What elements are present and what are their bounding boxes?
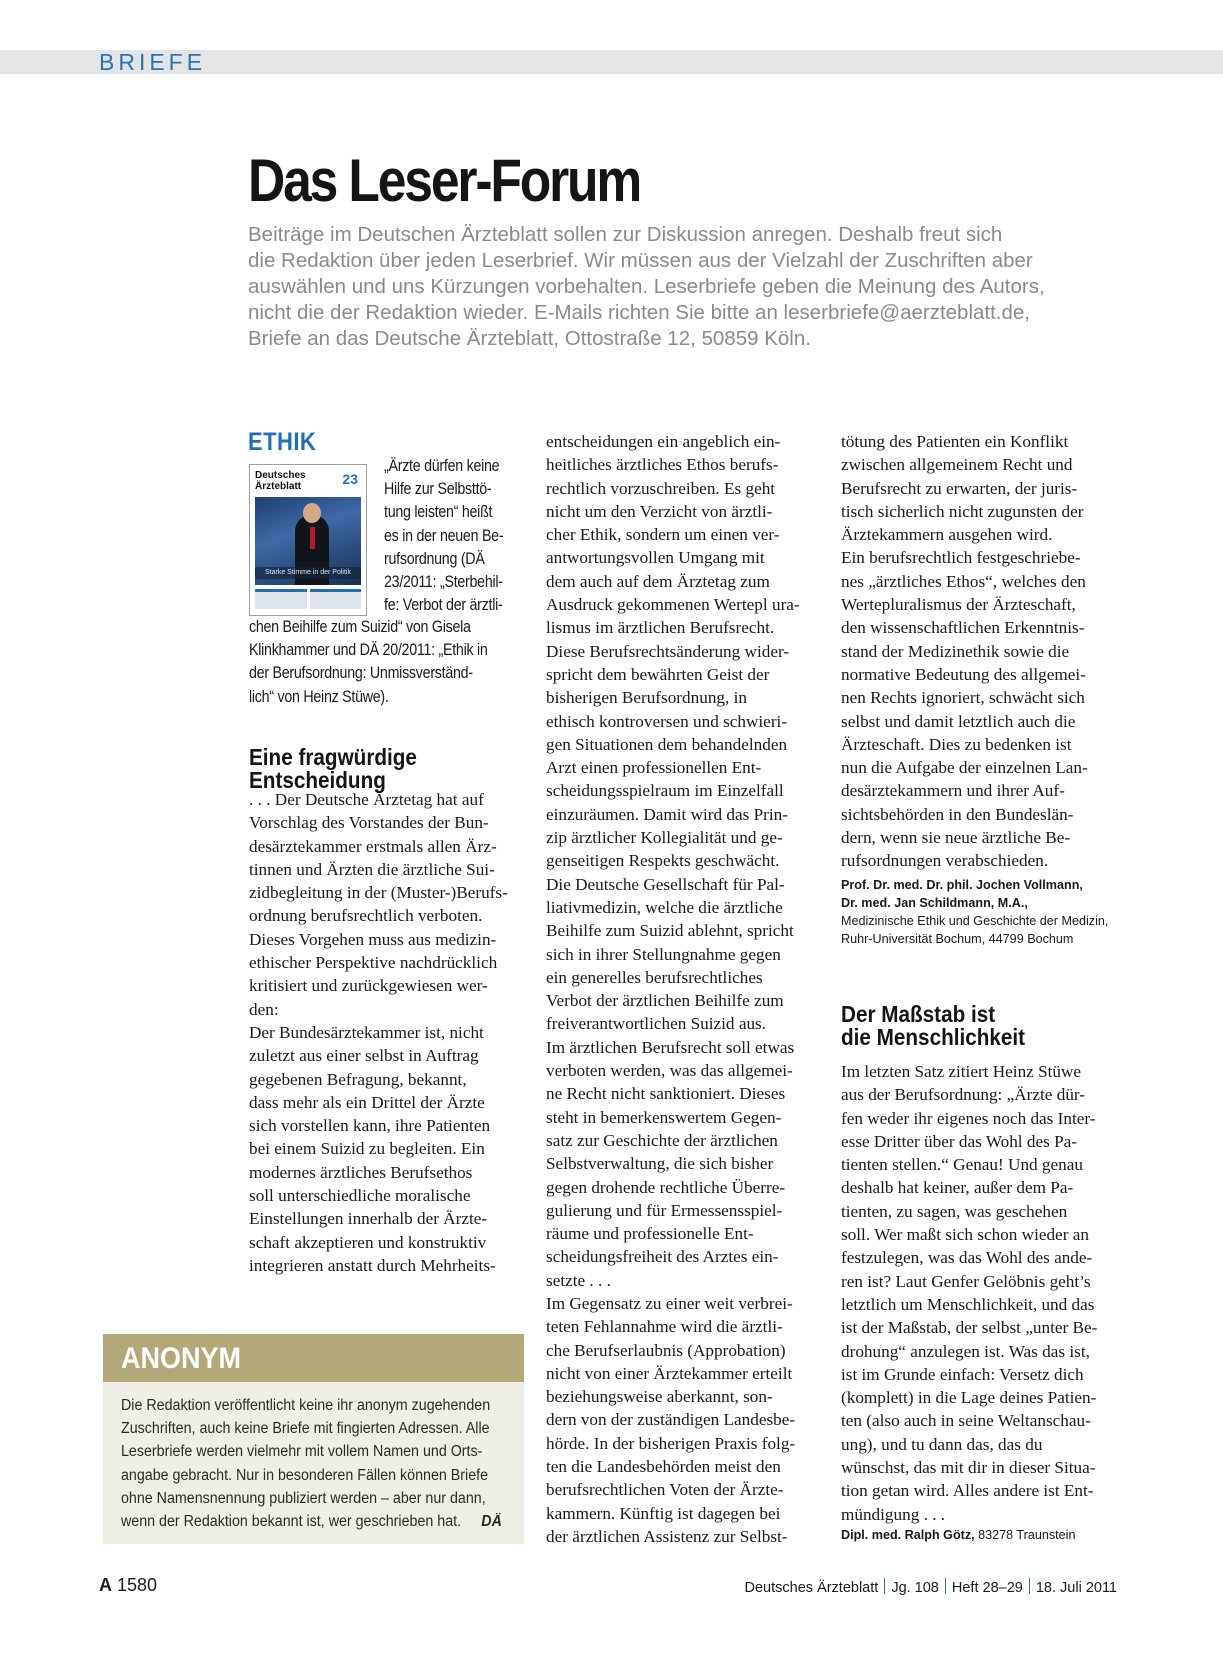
lead-line: fe: Verbot der ärztli- [384, 596, 503, 615]
text-line: ist im Grunde einfach: Versetz dich [841, 1364, 1084, 1384]
footer-issue: Heft 28–29 [951, 1580, 1023, 1596]
intro-line: nicht die der Redaktion wieder. E-Mails richten Sie bitte an leserbriefe@aerzteblatt.de, [248, 301, 1030, 324]
text-line: satz zur Geschichte der ärztlichen [546, 1130, 778, 1150]
text-line: den wissenschaftlichen Erkenntnis- [841, 618, 1085, 638]
intro-text [248, 222, 1148, 352]
page-number [99, 1575, 157, 1596]
letter2-signature [841, 1526, 1075, 1544]
text-line: Selbstverwaltung, die sich bisher [546, 1154, 774, 1174]
text-line: ein generelles berufsrechtliches [546, 967, 763, 987]
anonym-line: Die Redaktion veröffentlicht keine ihr anonym zugehenden [121, 1397, 491, 1414]
text-line: schaft akzeptieren und konstruktiv [249, 1232, 487, 1252]
text-line: ordnung berufsrechtlich verboten. [249, 906, 483, 926]
text-line: aus der Berufsordnung: „Ärzte dür- [841, 1085, 1086, 1105]
lead-text-wrapped [384, 455, 520, 617]
anonym-header [103, 1334, 524, 1382]
text-line: liativmedizin, welche die ärztliche [546, 897, 783, 917]
text-line: gegebenen Befragung, bekannt, [249, 1069, 467, 1089]
lead-line: der Berufsordnung: Unmissverständ- [249, 664, 473, 683]
text-line: einzuräumen. Damit wird das Prin- [546, 804, 788, 824]
anonym-line: ohne Namensnennung publiziert werden – aber nur dann, [121, 1489, 486, 1507]
text-line: Ein berufsrechtlich festgeschriebe- [841, 548, 1081, 568]
intro-line: die Redaktion über jeden Leserbrief. Wir müssen aus der Vielzahl der Zuschriften aber [248, 249, 1033, 272]
intro-line: Beiträge im Deutschen Ärzteblatt sollen zur Diskussion anregen. Deshalb freut sich [248, 223, 1003, 246]
text-line: zuletzt aus einer selbst in Auftrag [249, 1046, 479, 1066]
text-line: nicht von einer Ärztekammer erteilt [546, 1363, 793, 1383]
text-line: esse Dritter über das Wohl des Pa- [841, 1131, 1077, 1151]
cover-masthead-line: Deutsches [255, 470, 306, 481]
signature-affiliation: Medizinische Ethik und Geschichte der Medizin, [841, 914, 1109, 928]
text-line: Diese Berufsrechtsänderung wider- [546, 641, 790, 661]
lead-line: es in der neuen Be- [384, 526, 504, 545]
text-line: (komplett) in die Lage deines Patien- [841, 1388, 1097, 1408]
lead-line: Klinkhammer und DÄ 20/2011: „Ethik in [249, 641, 488, 660]
text-line: ren ist? Laut Genfer Gelöbnis geht’s [841, 1271, 1091, 1291]
text-line: entscheidungen ein angeblich ein- [546, 432, 781, 451]
text-line: Ärztekammern ausgehen wird. [841, 525, 1053, 545]
text-line: scheidungsspielraum im Einzelfall [546, 781, 784, 801]
text-line: dass mehr als ein Drittel der Ärzte [249, 1092, 485, 1112]
text-line: zip ärztlicher Kollegialität und ge- [546, 828, 783, 848]
text-line: lismus im ärztlichen Berufsrecht. [546, 618, 775, 638]
text-line: modernes ärztliches Berufsethos [249, 1162, 473, 1182]
cover-masthead [255, 470, 306, 492]
text-line: ten die Landesbehörden meist den [546, 1457, 781, 1477]
section-label: BRIEFE [99, 49, 207, 75]
text-line: Wertepluralismus der Ärzteschaft, [841, 595, 1076, 615]
anonym-infobox [103, 1334, 524, 1544]
text-line: gegen drohende rechtliche Überre- [546, 1177, 786, 1197]
text-line: heitliches ärztliches Ethos berufs- [546, 455, 779, 475]
text-line: Im ärztlichen Berufsrecht soll etwas [546, 1037, 795, 1057]
signature-author: Dipl. med. Ralph Götz, [841, 1528, 975, 1542]
lead-line: chen Beihilfe zum Suizid“ von Gisela [249, 618, 471, 636]
cover-speaker-tie [310, 527, 315, 549]
text-line: tinnen und Ärzten die ärztliche Sui- [249, 859, 495, 879]
text-line: nen Rechts ignoriert, schwächt sich [841, 688, 1085, 708]
text-line: mündigung . . . [841, 1504, 946, 1524]
text-line: ethisch kontroversen und schwieri- [546, 711, 788, 731]
cover-masthead-line: Ärzteblatt [255, 481, 302, 492]
cover-issue-number: 23 [342, 471, 358, 487]
lead-line: 23/2011: „Sterbehil- [384, 573, 503, 592]
text-line: deshalb hat keiner, außer dem Pa- [841, 1178, 1074, 1198]
footer-date: 18. Juli 2011 [1035, 1580, 1117, 1596]
headline-line: Eine fragwürdige [249, 744, 417, 770]
text-line: Ausdruck gekommenen Wertepl ura- [546, 595, 800, 615]
text-line: ethischer Perspektive nachdrücklich [249, 953, 498, 973]
text-line: steht in bemerkenswertem Gegen- [546, 1107, 782, 1127]
text-line: rechtlich vorzuschreiben. Es geht [546, 478, 776, 498]
page-title: Das Leser-Forum [248, 147, 641, 214]
text-line: dern von der zuständigen Landesbe- [546, 1410, 796, 1430]
text-line: integrieren anstatt durch Mehrheits- [249, 1255, 496, 1275]
text-line: . . . Der Deutsche Ärztetag hat auf [249, 790, 484, 809]
rubric-ethik: ETHIK [248, 428, 317, 456]
text-line: verboten werden, was das allgemei- [546, 1061, 793, 1081]
page-number-value: 1580 [117, 1575, 158, 1595]
text-line: gen Situationen dem behandelnden [546, 734, 788, 754]
signature-address: Ruhr-Universität Bochum, 44799 Bochum [841, 932, 1074, 946]
text-line: desärztekammern und ihrer Auf- [841, 781, 1065, 801]
text-line: dern, wenn sie neue ärztliche Be- [841, 828, 1071, 848]
text-line: wünschst, das mit dir in dieser Situa- [841, 1458, 1096, 1478]
text-line: ten (also auch in seine Weltanschau- [841, 1411, 1091, 1431]
anonym-text [121, 1394, 535, 1533]
text-line: gulierung und für Ermessensspiel- [546, 1200, 783, 1220]
text-line: bisherigen Berufsordnung, in [546, 688, 747, 708]
text-line: cher Ethik, sondern um einen ver- [546, 525, 780, 545]
journal-footer [745, 1578, 1117, 1596]
text-line: genseitigen Respekts geschwächt. [546, 851, 780, 871]
magazine-cover-thumbnail [249, 464, 367, 616]
text-line: scheidungsfreiheit des Arztes ein- [546, 1247, 779, 1267]
text-line: tisch sicherlich nicht zugunsten der [841, 501, 1084, 521]
text-line: normative Bedeutung des allgemei- [841, 664, 1086, 684]
signature-place: 83278 Traunstein [978, 1528, 1076, 1542]
text-line: spricht dem bewährten Geist der [546, 664, 770, 684]
text-line: Dieses Vorgehen muss aus medizin- [249, 929, 497, 949]
text-line: Arzt einen professionellen Ent- [546, 758, 762, 778]
page-prefix: A [99, 1575, 112, 1595]
letter1-signature [841, 876, 1108, 948]
text-line: Ärzteschaft. Dies zu bedenken ist [841, 734, 1072, 754]
text-line: selbst und damit letztlich auch die [841, 711, 1076, 731]
anonym-line: Zuschriften, auch keine Briefe mit fingierten Adressen. Alle [121, 1420, 490, 1438]
anonym-line: angabe gebracht. Nur in besonderen Fällen können Briefe [121, 1466, 489, 1484]
cover-photo [255, 497, 361, 585]
letter1-headline [249, 746, 417, 792]
text-line: teten Fehlannahme wird die ärztli- [546, 1317, 783, 1337]
text-line: Berufsrecht zu erwarten, der juris- [841, 478, 1078, 498]
footer-journal: Deutsches Ärzteblatt [744, 1580, 879, 1596]
anonym-line-text: wenn der Redaktion bekannt ist, wer geschrieben hat. [121, 1513, 462, 1531]
text-line: antwortungsvollen Umgang mit [546, 548, 765, 568]
intro-line: Briefe an das Deutsche Ärzteblatt, Ottostraße 12, 50859 Köln. [248, 327, 811, 350]
text-line: bei einem Suizid zu begleiten. Ein [249, 1139, 485, 1159]
text-line: sich in ihrer Stellungnahme gegen [546, 944, 781, 964]
text-line: dem auch auf dem Ärztetag zum [546, 571, 770, 591]
text-line: zwischen allgemeinem Recht und [841, 455, 1073, 475]
text-line: ung), und tu dann das, das du [841, 1434, 1043, 1454]
signature-author: Prof. Dr. med. Dr. phil. Jochen Vollmann, [841, 878, 1083, 892]
text-line: Die Deutsche Gesellschaft für Pal- [546, 874, 785, 894]
text-line: Vorschlag des Vorstandes der Bun- [249, 813, 489, 833]
headline-line: die Menschlichkeit [841, 1024, 1026, 1050]
lead-line: tung leisten“ heißt [384, 503, 493, 522]
text-line: Beihilfe zum Suizid ablehnt, spricht [546, 921, 794, 941]
text-line: sich vorstellen kann, ihre Patienten [249, 1116, 491, 1136]
text-line: kritisiert und zurückgewiesen wer- [249, 976, 488, 996]
text-line: soll unterschiedliche moralische [249, 1186, 471, 1206]
text-line: hörde. In der bisherigen Praxis folg- [546, 1433, 796, 1453]
text-line: berufsrechtlichen Voten der Ärzte- [546, 1480, 784, 1500]
text-line: Einstellungen innerhalb der Ärzte- [249, 1209, 488, 1229]
lead-line: rufsordnung (DÄ [384, 549, 485, 568]
text-line: sichtsbehörden in den Bundeslän- [841, 804, 1074, 824]
lead-line: lich“ von Heinz Stüwe). [249, 687, 389, 706]
text-line: letztlich um Menschlichkeit, und das [841, 1294, 1095, 1314]
signature-author: Dr. med. Jan Schildmann, M.A., [841, 896, 1028, 910]
text-line: den: [249, 999, 279, 1019]
letter1-column-1 [249, 788, 529, 1277]
text-line: desärztekammer erstmals allen Ärz- [249, 836, 497, 856]
text-line: setzte . . . [546, 1270, 611, 1290]
text-line: kammern. Künftig ist dagegen bei [546, 1503, 781, 1523]
text-line: räume und professionelle Ent- [546, 1224, 754, 1244]
text-line: tion getan wird. Alles andere ist Ent- [841, 1481, 1094, 1501]
letter1-column-3 [841, 430, 1121, 873]
text-line: fen weder ihr eigenes noch das Inter- [841, 1108, 1096, 1128]
letter2-headline [841, 1003, 1025, 1049]
headline-line: Entscheidung [249, 767, 386, 793]
text-line: Im Gegensatz zu einer weit verbrei- [546, 1293, 793, 1313]
text-line: der ärztlichen Assistenz zur Selbst- [546, 1526, 788, 1546]
text-line: tienten stellen.“ Genau! Und genau [841, 1155, 1083, 1175]
footer-volume: Jg. 108 [891, 1580, 939, 1596]
letter1-column-2 [546, 430, 826, 1548]
anonym-line [121, 1510, 502, 1533]
text-line: nicht um den Verzicht von ärztli- [546, 501, 773, 521]
text-line: zidbegleitung in der (Muster-)Berufs- [249, 883, 508, 903]
text-line: stand der Medizinethik sowie die [841, 641, 1070, 661]
footer-separator [1029, 1578, 1030, 1594]
text-line: tienten, zu sagen, was geschehen [841, 1201, 1068, 1221]
footer-separator [884, 1578, 885, 1594]
cover-caption: Starke Stimme in der Politik [255, 567, 361, 579]
text-line: soll. Wer maßt sich schon wieder an [841, 1225, 1089, 1245]
anonym-sign: DÄ [481, 1513, 502, 1531]
text-line: tötung des Patienten ein Konflikt [841, 432, 1069, 451]
footer-separator [945, 1578, 946, 1594]
text-line: ne Recht nicht sanktioniert. Dieses [546, 1084, 786, 1104]
headline-line: Der Maßstab ist [841, 1001, 996, 1027]
text-line: che Berufserlaubnis (Approbation) [546, 1340, 786, 1360]
text-line: drohung“ anzulegen ist. Was das ist, [841, 1341, 1090, 1361]
text-line: nun die Aufgabe der einzelnen Lan- [841, 758, 1088, 778]
anonym-line: Leserbriefe werden vielmehr mit vollem Namen und Orts- [121, 1443, 483, 1461]
text-line: festzulegen, was das Wohl des ande- [841, 1248, 1093, 1268]
text-line: rufsordnungen verabschieden. [841, 851, 1049, 871]
text-line: ist der Maßstab, der selbst „unter Be- [841, 1318, 1098, 1338]
cover-speaker-head [303, 503, 321, 523]
text-line: Verbot der ärztlichen Beihilfe zum [546, 991, 784, 1011]
text-line: beziehungsweise aberkannt, son- [546, 1387, 773, 1407]
text-line: Im letzten Satz zitiert Heinz Stüwe [841, 1062, 1082, 1081]
anonym-title: ANONYM [121, 1342, 242, 1375]
cover-teaser-boxes [255, 589, 361, 609]
lead-text-full [249, 616, 520, 709]
lead-line: Hilfe zur Selbsttö- [384, 480, 492, 499]
letter2-body [841, 1060, 1121, 1526]
text-line: freiverantwortlichen Suizid aus. [546, 1014, 767, 1034]
text-line: nes „ärztliches Ethos“, welches den [841, 571, 1086, 591]
text-line: Der Bundesärztekammer ist, nicht [249, 1022, 484, 1042]
lead-line: „Ärzte dürfen keine [384, 457, 500, 475]
intro-line: auswählen und uns Kürzungen vorbehalten. Leserbriefe geben die Meinung des Autors, [248, 275, 1045, 298]
